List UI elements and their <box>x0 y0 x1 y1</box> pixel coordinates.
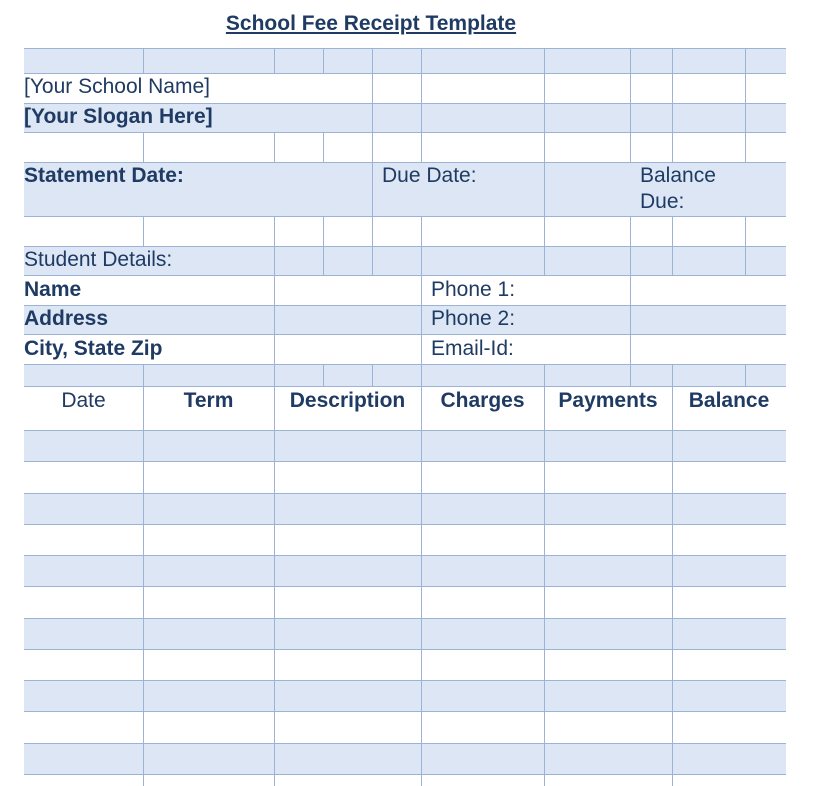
school-name: [Your School Name] <box>24 75 210 98</box>
column-header-date: Date <box>61 389 106 412</box>
balance-due-label: Balance Due: <box>640 164 716 213</box>
city-state-zip-label: City, State Zip <box>24 337 163 360</box>
column-header-payments: Payments <box>558 389 658 412</box>
address-label: Address <box>24 307 109 330</box>
band-address <box>24 305 786 334</box>
page-title: School Fee Receipt Template <box>225 12 517 35</box>
receipt-sheet <box>24 48 786 786</box>
column-header-charges: Charges <box>440 389 525 412</box>
name-label: Name <box>24 278 82 301</box>
due-date-label: Due Date: <box>382 164 477 187</box>
statement-date-label: Statement Date: <box>24 164 184 187</box>
student-details-label: Student Details: <box>24 248 173 271</box>
column-header-description: Description <box>289 389 406 412</box>
column-header-balance: Balance <box>688 389 770 412</box>
column-header-term: Term <box>183 389 234 412</box>
phone2-label: Phone 2: <box>431 307 516 330</box>
slogan: [Your Slogan Here] <box>24 105 213 128</box>
phone1-label: Phone 1: <box>431 278 516 301</box>
email-label: Email-Id: <box>431 337 514 360</box>
